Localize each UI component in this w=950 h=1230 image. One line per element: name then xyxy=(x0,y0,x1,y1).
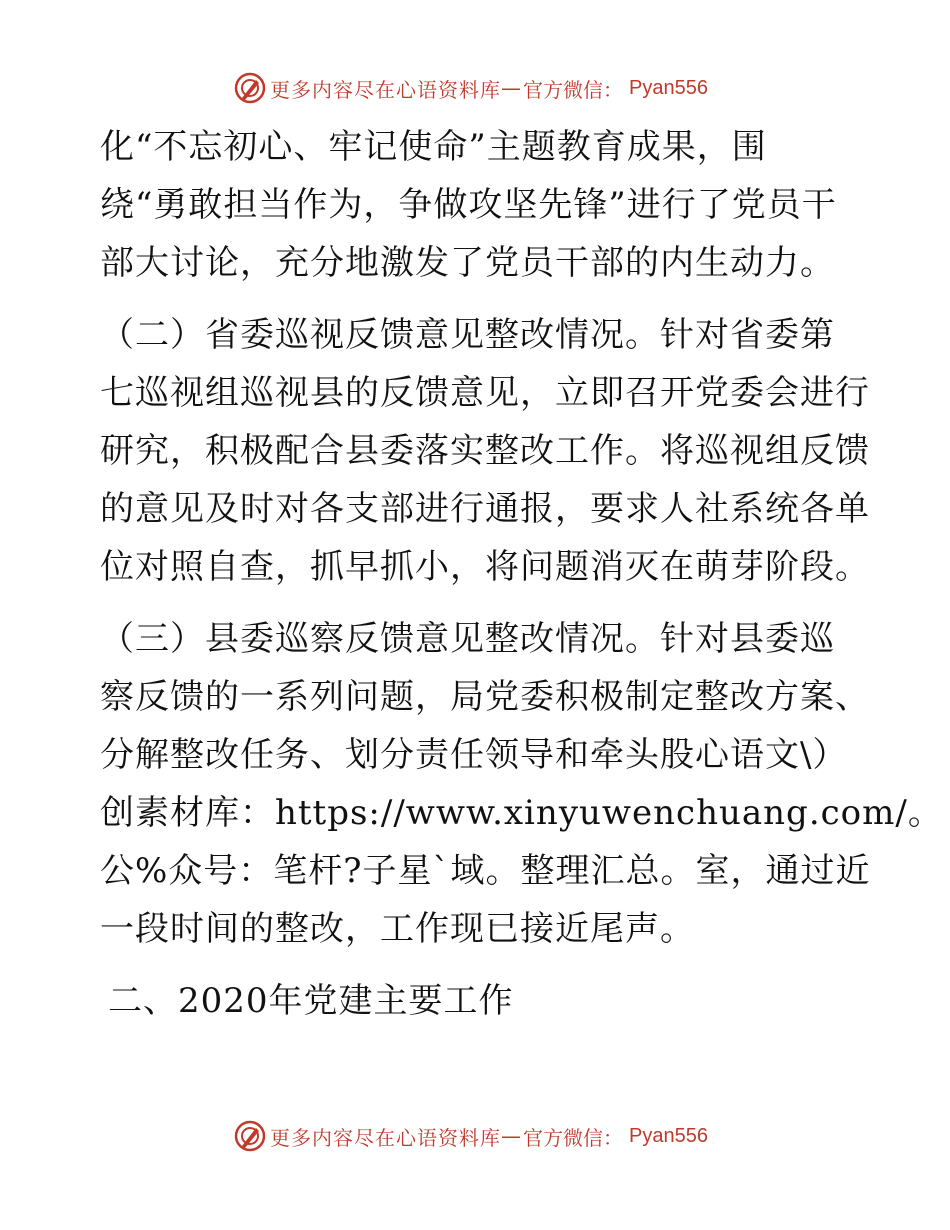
text-line: 分解整改任务、划分责任领导和牵头股心语文\） xyxy=(100,735,848,775)
text-line: 一段时间的整改，工作现已接近尾声。 xyxy=(100,909,695,949)
text-line: 的意见及时对各支部进行通报，要求人社系统各单 xyxy=(100,489,870,529)
watermark-separator: — xyxy=(501,1124,521,1148)
watermark-wechat-id: Pyan556 xyxy=(629,1124,708,1147)
watermark-wechat-label: 官方微信： xyxy=(523,77,623,102)
watermark-brand: 更多内容尽在心语资料库 xyxy=(270,1125,501,1150)
header-watermark xyxy=(0,72,950,112)
watermark-wechat-id: Pyan556 xyxy=(629,76,708,99)
text-line: 绕“勇敢担当作为，争做攻坚先锋”进行了党员干 xyxy=(100,185,837,225)
watermark-brand: 更多内容尽在心语资料库 xyxy=(270,77,501,102)
watermark-wechat-label: 官方微信： xyxy=(523,1125,623,1150)
text-line: 创素材库：https://www.xinyuwenchuang.com/。 xyxy=(100,793,943,833)
text-line: 七巡视组巡视县的反馈意见，立即召开党委会进行 xyxy=(100,373,870,413)
paragraph-theme-education xyxy=(100,118,860,292)
footer-watermark xyxy=(0,1120,950,1160)
text-line: 部大讨论，充分地激发了党员干部的内生动力。 xyxy=(100,243,835,283)
document-body xyxy=(100,118,943,1030)
watermark-separator: — xyxy=(501,76,521,100)
pen-logo-icon xyxy=(234,72,266,104)
text-line: 化“不忘初心、牢记使命”主题教育成果，围 xyxy=(100,127,767,167)
watermark xyxy=(234,1120,708,1152)
text-line: （三）县委巡察反馈意见整改情况。针对县委巡 xyxy=(100,619,835,659)
text-line: 公%众号：笔杆?子星`域。整理汇总。室，通过近 xyxy=(100,851,871,891)
pen-logo-icon xyxy=(234,1120,266,1152)
paragraph-provincial-inspection xyxy=(100,306,870,596)
section-heading: 二、2020年党建主要工作 xyxy=(108,981,514,1021)
text-line: 位对照自查，抓早抓小，将问题消灭在萌芽阶段。 xyxy=(100,547,870,587)
paragraph-county-inspection xyxy=(100,610,943,958)
text-line: （二）省委巡视反馈意见整改情况。针对省委第 xyxy=(100,315,835,355)
watermark xyxy=(234,72,708,104)
text-line: 察反馈的一系列问题，局党委积极制定整改方案、 xyxy=(100,677,870,717)
text-line: 研究，积极配合县委落实整改工作。将巡视组反馈 xyxy=(100,431,870,471)
